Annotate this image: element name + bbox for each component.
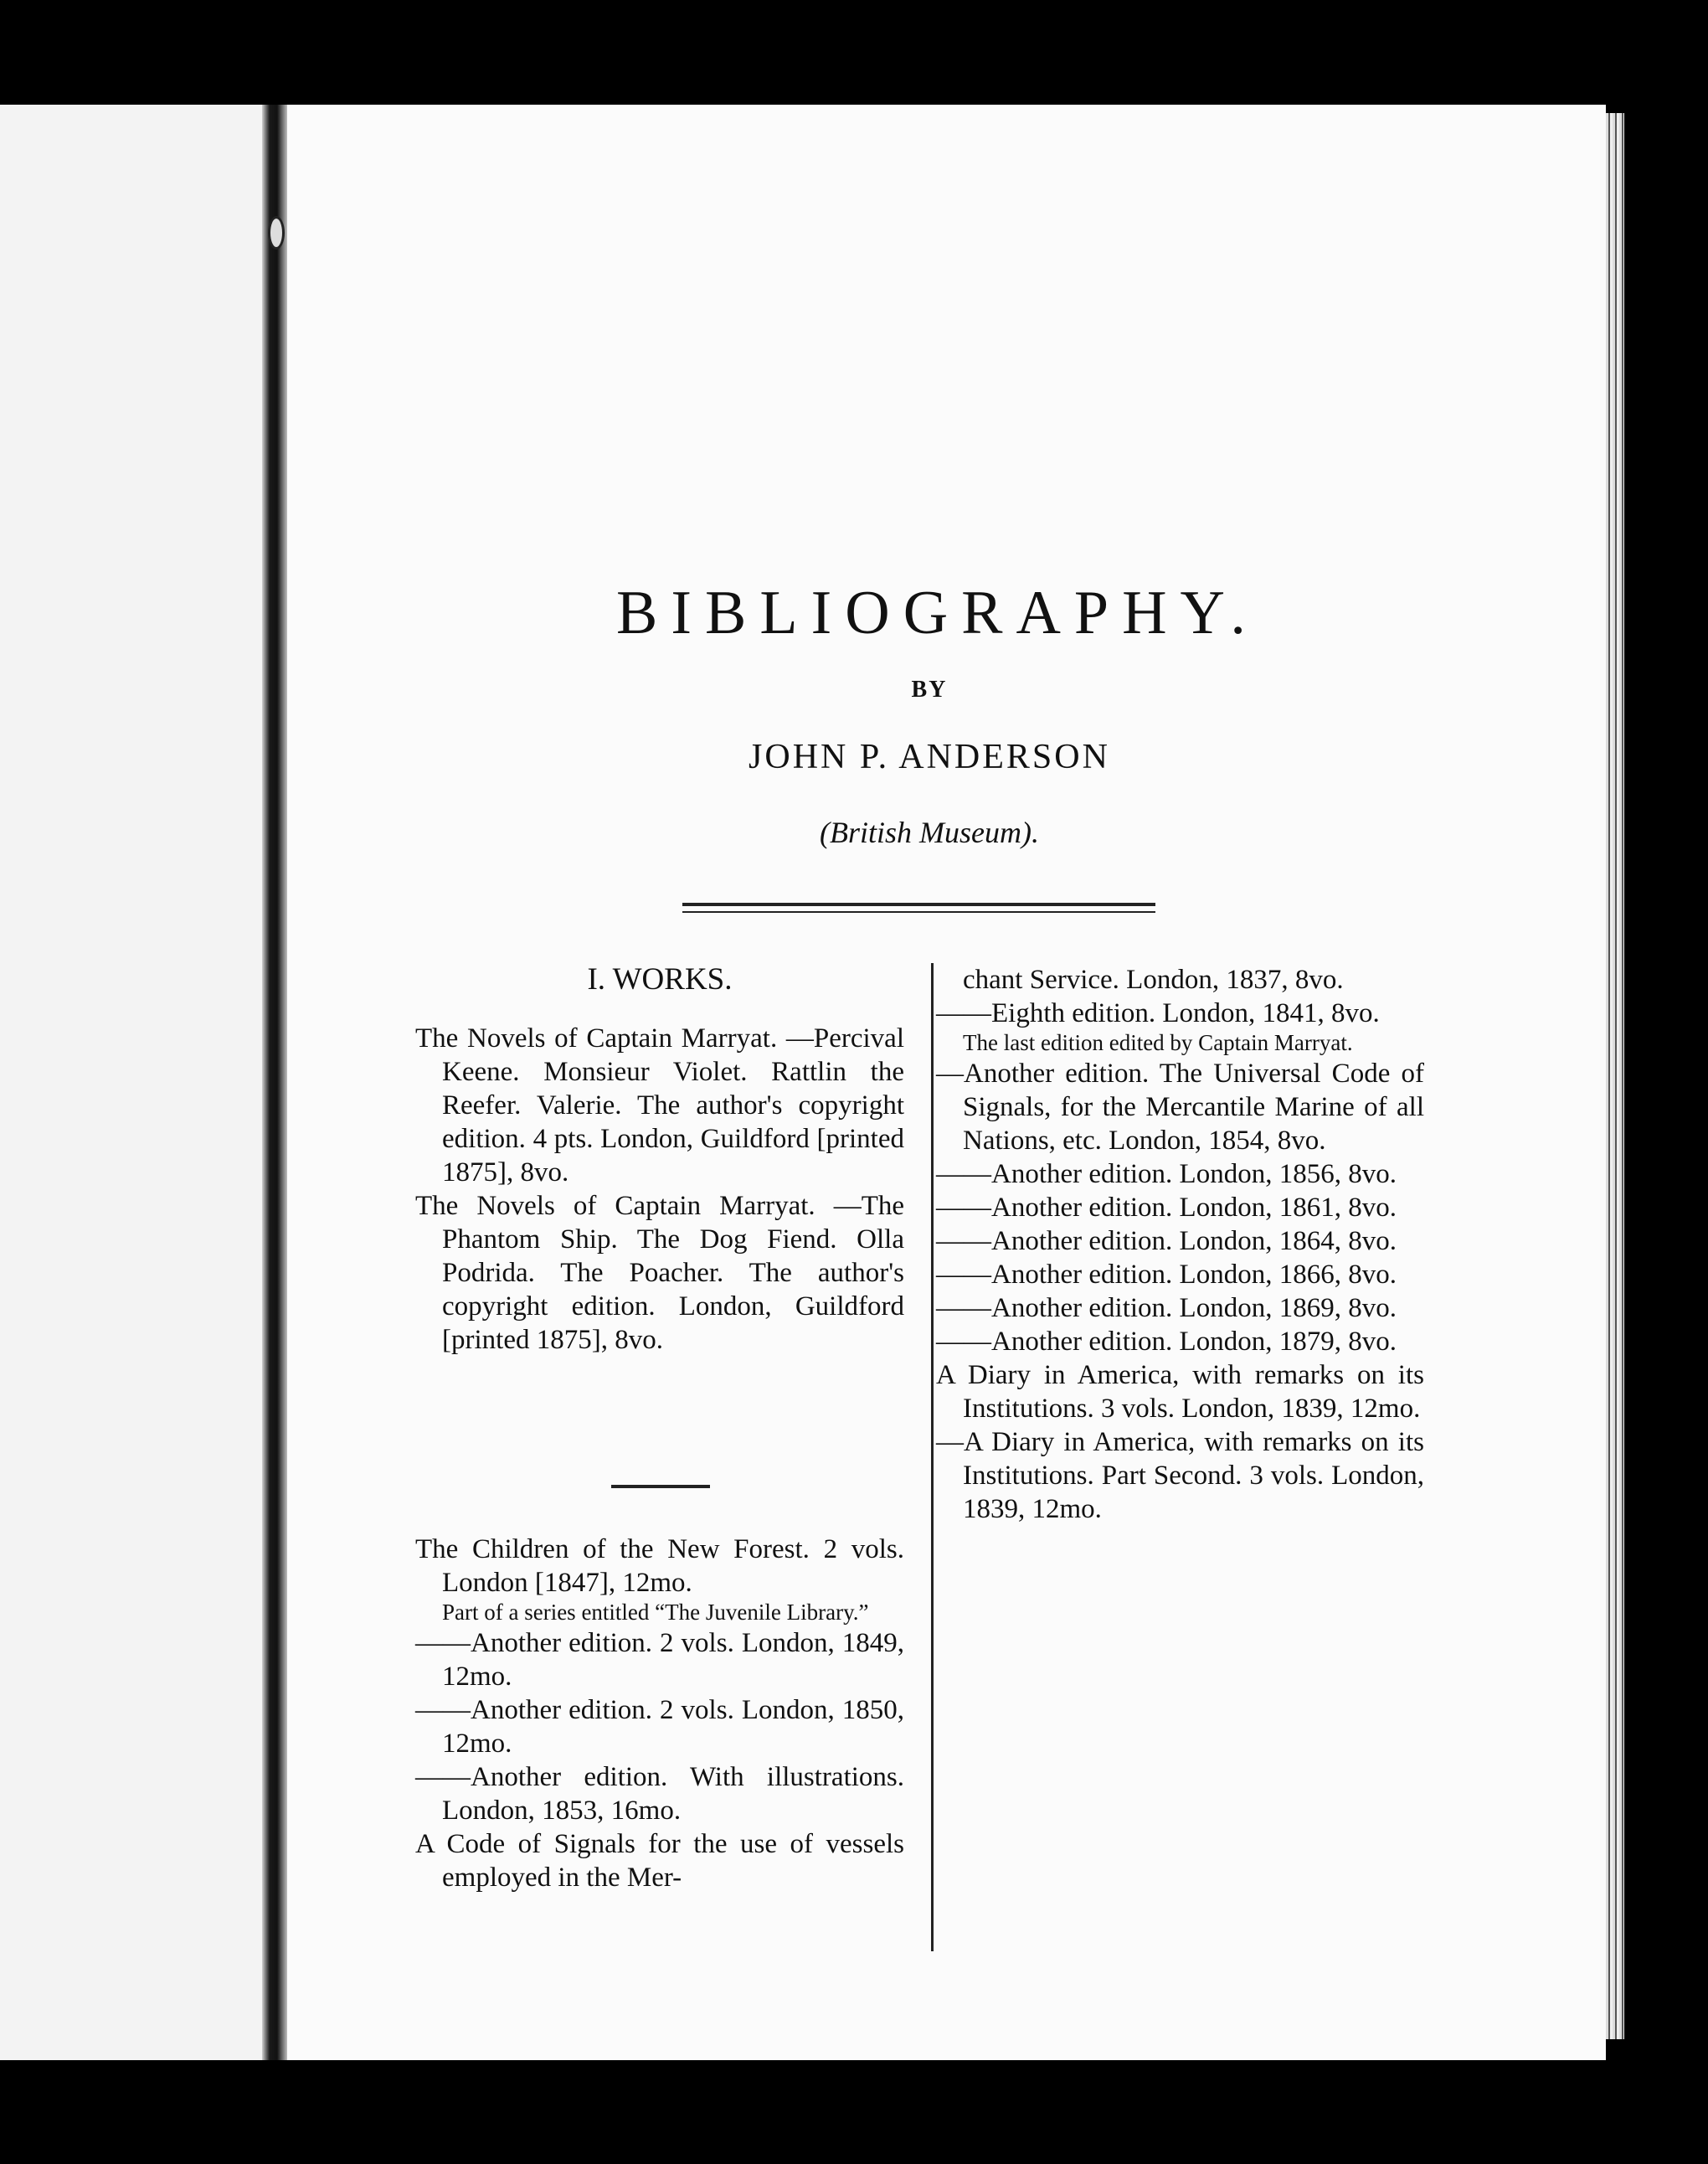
list-item: ——Another edition. London, 1866, 8vo. bbox=[936, 1260, 1397, 1290]
column-divider bbox=[931, 963, 934, 1951]
list-item: The Novels of Captain Marryat. —Percival Keene. Monsieur Violet. Rattlin the Reefer. Valerie. The author's copyright edition. 4 pts. London, Guildford [printed 1875], 8vo. bbox=[415, 1023, 904, 1188]
list-item: ——Another edition. With illustrations. London, 1853, 16mo. bbox=[415, 1762, 904, 1826]
list-item: chant Service. London, 1837, 8vo. bbox=[963, 965, 1344, 995]
list-item: ——Another edition. London, 1879, 8vo. bbox=[936, 1327, 1397, 1357]
column-spacer bbox=[415, 1357, 904, 1533]
double-rule-top bbox=[682, 903, 1155, 906]
author-name: JOHN P. ANDERSON bbox=[749, 738, 1110, 776]
list-item: ——Another edition. London, 1861, 8vo. bbox=[936, 1193, 1397, 1223]
page-edges bbox=[1606, 113, 1624, 2039]
list-item: ——Another edition. 2 vols. London, 1850, 12mo. bbox=[415, 1695, 904, 1759]
double-rule-bottom bbox=[682, 911, 1155, 913]
list-item: ——Another edition. London, 1864, 8vo. bbox=[936, 1226, 1397, 1256]
list-item: A Diary in America, with remarks on its Institutions. 3 vols. London, 1839, 12mo. bbox=[936, 1360, 1424, 1424]
page-title: BIBLIOGRAPHY. bbox=[616, 579, 1259, 647]
list-item: —Another edition. The Universal Code of Signals, for the Mercantile Marine of all Nations, etc. London, 1854, 8vo. bbox=[936, 1059, 1424, 1156]
list-item: —A Diary in America, with remarks on its Institutions. Part Second. 3 vols. London, 1839, 12mo. bbox=[936, 1427, 1424, 1524]
binding-ring-icon bbox=[268, 216, 285, 250]
section-heading: I. WORKS. bbox=[587, 962, 733, 997]
left-column bbox=[415, 963, 904, 1894]
book-gutter bbox=[262, 105, 287, 2060]
list-item: ——Another edition. 2 vols. London, 1849, 12mo. bbox=[415, 1628, 904, 1692]
list-item: The Children of the New Forest. 2 vols. London [1847], 12mo. bbox=[415, 1534, 904, 1598]
right-column bbox=[936, 963, 1424, 1526]
entry-note: The last edition edited by Captain Marryat. bbox=[963, 1030, 1353, 1055]
author-affiliation: (British Museum). bbox=[820, 816, 1039, 849]
list-item: A Code of Signals for the use of vessels employed in the Mer- bbox=[415, 1829, 904, 1893]
section-separator bbox=[611, 1485, 710, 1488]
entry-note: Part of a series entitled “The Juvenile Library.” bbox=[442, 1600, 869, 1625]
list-item: ——Eighth edition. London, 1841, 8vo. bbox=[936, 998, 1380, 1028]
facing-page bbox=[0, 105, 262, 2060]
list-item: The Novels of Captain Marryat. —The Phantom Ship. The Dog Fiend. Olla Podrida. The Poacher. The author's copyright edition. London, Guildford [printed 1875], 8vo. bbox=[415, 1191, 904, 1355]
list-item: ——Another edition. London, 1856, 8vo. bbox=[936, 1159, 1397, 1189]
byline-label: BY bbox=[911, 677, 948, 703]
list-item: ——Another edition. London, 1869, 8vo. bbox=[936, 1293, 1397, 1323]
